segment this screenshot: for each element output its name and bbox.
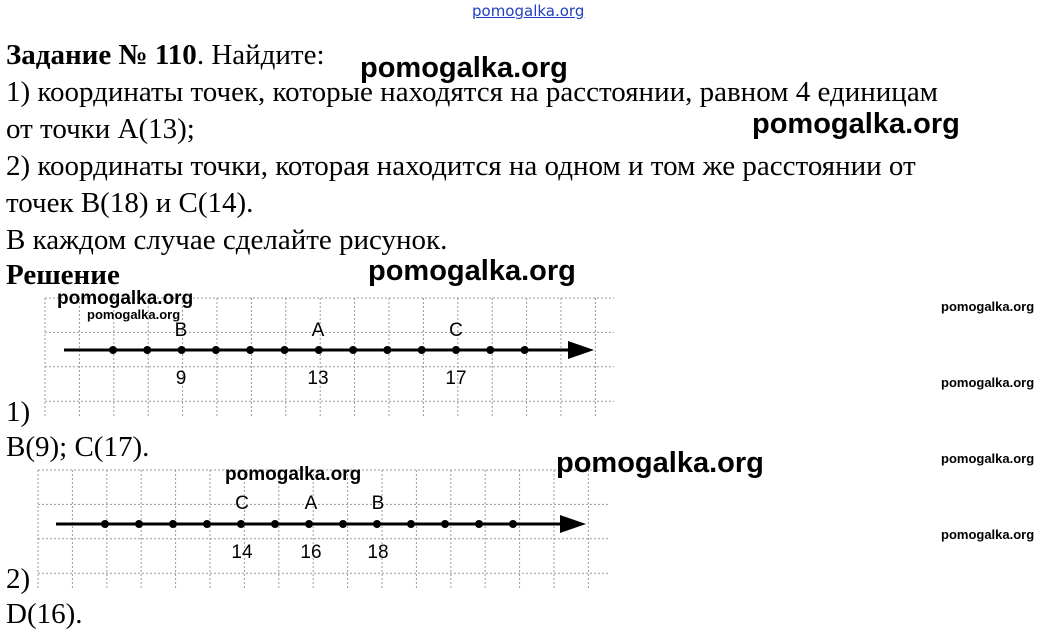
number-line-point <box>237 520 245 528</box>
number-line-point <box>418 346 426 354</box>
task-title-number: Задание № 110 <box>6 39 197 71</box>
tick-label-18: 18 <box>367 542 389 563</box>
tick-label-16: 16 <box>300 542 322 563</box>
number-line-point <box>271 520 279 528</box>
number-line-point <box>475 520 483 528</box>
point-label-a: A <box>311 320 325 341</box>
task-title-rest: . Найдите: <box>196 39 325 71</box>
number-line-point <box>203 520 211 528</box>
number-line-point <box>305 520 313 528</box>
number-line-point <box>101 520 109 528</box>
point-label-a-2: A <box>304 493 318 514</box>
tick-label-9: 9 <box>175 368 187 389</box>
number-line-point <box>178 346 186 354</box>
part-1-label: 1) <box>6 396 31 428</box>
watermark: pomogalka.org <box>941 527 1035 542</box>
number-line-point <box>212 346 220 354</box>
part-1-answer: B(9); C(17). <box>6 431 150 463</box>
number-line-point <box>169 520 177 528</box>
watermark: pomogalka.org <box>87 307 181 322</box>
axis-arrow <box>568 341 594 359</box>
watermark: pomogalka.org <box>556 447 764 479</box>
task-line-3: 2) координаты точки, которая находится на одном и том же расстоянии от <box>6 150 916 182</box>
axis-arrow-2 <box>560 515 586 533</box>
number-line-point <box>509 520 517 528</box>
solution-heading: Решение <box>6 259 120 291</box>
tick-label-13: 13 <box>307 368 329 389</box>
watermark: pomogalka.org <box>57 288 194 309</box>
number-line-point <box>373 520 381 528</box>
watermark: pomogalka.org <box>368 255 576 287</box>
task-line-4: точек B(18) и C(14). <box>6 187 254 219</box>
tick-label-17: 17 <box>445 368 467 389</box>
number-line-point <box>521 346 529 354</box>
number-line-point <box>441 520 449 528</box>
number-line-point <box>383 346 391 354</box>
part-2-label: 2) <box>6 563 31 595</box>
number-line-point <box>486 346 494 354</box>
number-line-point <box>281 346 289 354</box>
watermark: pomogalka.org <box>752 108 960 140</box>
number-line-point <box>143 346 151 354</box>
task-line-1: 1) координаты точек, которые находятся на расстоянии, равном 4 единицам <box>6 76 939 108</box>
site-link[interactable]: pomogalka.org <box>472 2 585 20</box>
task-line-2: от точки A(13); <box>6 113 195 145</box>
watermark: pomogalka.org <box>360 52 568 84</box>
point-label-b: B <box>174 320 188 341</box>
number-line-point <box>109 346 117 354</box>
number-line-point <box>135 520 143 528</box>
task-line-5: В каждом случае сделайте рисунок. <box>6 224 448 256</box>
watermark: pomogalka.org <box>941 451 1035 466</box>
point-label-b-2: B <box>371 493 385 514</box>
number-line-point <box>407 520 415 528</box>
part-2-answer: D(16). <box>6 598 83 630</box>
number-line-point <box>349 346 357 354</box>
watermark: pomogalka.org <box>941 375 1035 390</box>
number-line-point <box>452 346 460 354</box>
tick-label-14: 14 <box>231 542 253 563</box>
watermark: pomogalka.org <box>225 464 362 485</box>
number-line-point <box>246 346 254 354</box>
watermark: pomogalka.org <box>941 299 1035 314</box>
number-line-point <box>315 346 323 354</box>
point-label-c: C <box>449 320 463 341</box>
number-line-point <box>339 520 347 528</box>
point-label-c-2: C <box>235 493 249 514</box>
